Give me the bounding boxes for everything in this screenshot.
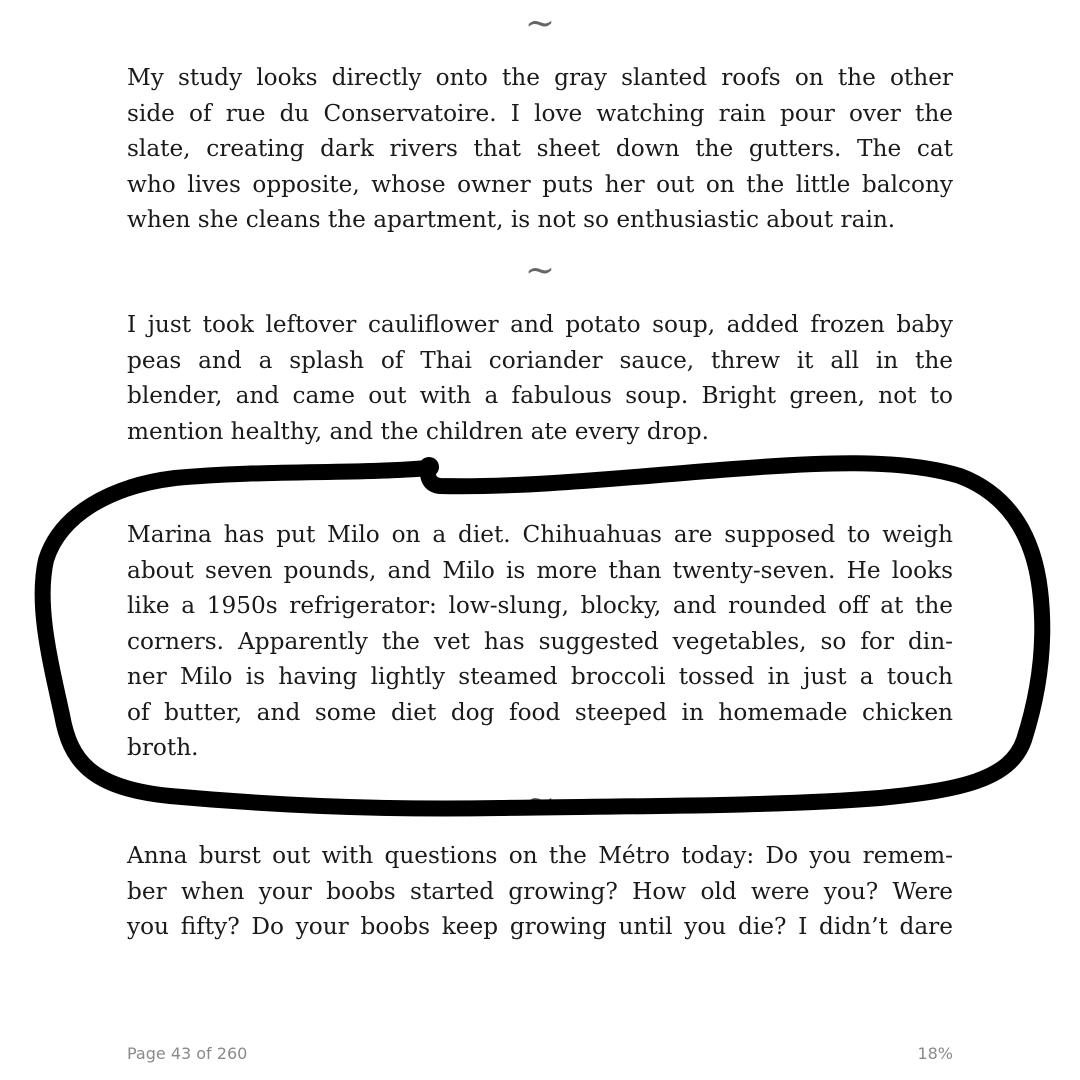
text-line: Marina has put Milo on a diet. Chihuahuas are supposed to weigh [127, 521, 953, 548]
text-line: broth. [127, 734, 199, 761]
text-line: of butter, and some diet dog food steeped in homemade chicken [127, 698, 953, 726]
paragraph-study[interactable] [127, 60, 953, 238]
text-line: who lives opposite, whose owner puts her out on the little balcony [127, 170, 953, 198]
text-line: Anna burst out with questions on the Métro today: Do you remem- [127, 842, 953, 869]
text-line: about seven pounds, and Milo is more than twenty-seven. He looks [127, 556, 953, 584]
text-line: slate, creating dark rivers that sheet down the gutters. The cat [127, 135, 953, 162]
text-line: like a 1950s refrigerator: low-slung, blocky, and rounded off at the [127, 592, 953, 619]
paragraph-milo-diet[interactable] [127, 517, 953, 766]
progress-percentage: 18% [917, 1044, 953, 1063]
section-break-icon: ~ [524, 250, 556, 291]
text-line: you fifty? Do your boobs keep growing until you die? I didn’t dare [127, 913, 953, 940]
text-line: ner Milo is having lightly steamed broccoli tossed in just a touch [127, 663, 953, 690]
page-indicator: Page 43 of 260 [127, 1044, 248, 1063]
text-line: I just took leftover cauliflower and potato soup, added frozen baby [127, 311, 953, 338]
text-line: side of rue du Conservatoire. I love watching rain pour over the [127, 99, 953, 127]
text-line: ber when your boobs started growing? How old were you? Were [127, 877, 953, 905]
text-line: corners. Apparently the vet has suggested vegetables, so for din- [127, 627, 953, 655]
text-line: when she cleans the apartment, is not so enthusiastic about rain. [127, 206, 896, 233]
text-line: mention healthy, and the children ate every drop. [127, 417, 710, 445]
paragraph-soup[interactable] [127, 307, 953, 449]
section-break-icon: ~ [524, 780, 556, 821]
section-break-icon: ~ [524, 3, 556, 44]
section-break-icon: ~ [524, 462, 556, 503]
text-line: My study looks directly onto the gray slanted roofs on the other [127, 64, 953, 91]
text-line: peas and a splash of Thai coriander sauce, threw it all in the [127, 346, 953, 374]
paragraph-anna[interactable] [127, 838, 953, 945]
text-line: blender, and came out with a fabulous soup. Bright green, not to [127, 382, 953, 409]
